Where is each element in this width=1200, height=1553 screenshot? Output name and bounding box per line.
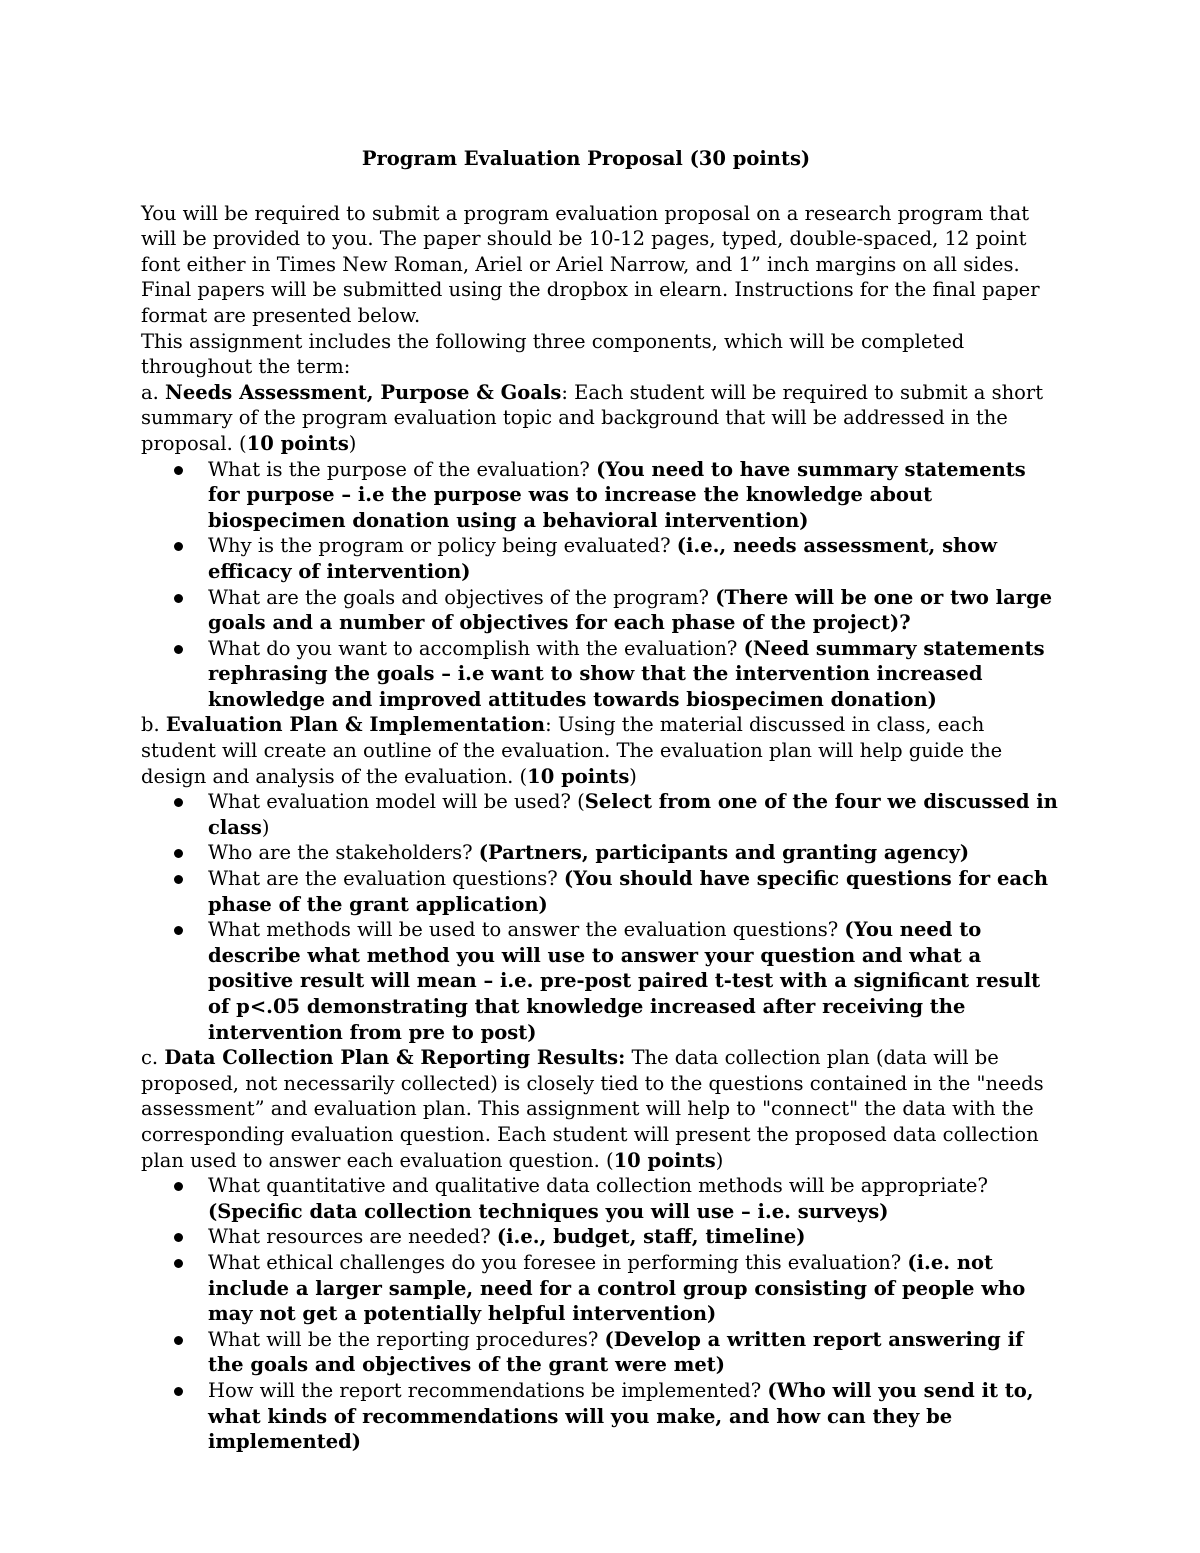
- bullet-icon: [174, 1182, 183, 1191]
- section-a-heading: Needs Assessment, Purpose & Goals: [165, 380, 562, 404]
- list-item: [208, 585, 1061, 636]
- list-item: [208, 1250, 1061, 1327]
- intro-paragraph: You will be required to submit a program evaluation proposal on a research program that will be provided to you. The paper should be 10-12 pages, typed, double-spaced, 12 point font either in Times New Roman, Ariel or Ariel Narrow, and 1” inch margins on all sides. Final papers will be submitted using the dropbox in elearn. Instructions for the final paper format are presented below.: [141, 201, 1040, 327]
- list-item: [208, 1173, 1061, 1224]
- bullet-question: What are the goals and objectives of the program?: [208, 585, 716, 609]
- bullet-question: Who are the stakeholders?: [208, 841, 479, 865]
- list-item: [208, 457, 1061, 534]
- bullet-note: (i.e., needs assessment, show efficacy of intervention): [208, 534, 998, 583]
- bullet-note: (You should have specific questions for each phase of the grant application): [208, 867, 1049, 916]
- bullet-question: Why is the program or policy being evaluated?: [208, 534, 677, 558]
- bullet-question: What quantitative and qualitative data collection methods will be appropriate?: [208, 1174, 988, 1198]
- section-b-close: ): [629, 764, 637, 788]
- list-item: [208, 533, 1061, 584]
- bullet-icon: [174, 849, 183, 858]
- bullet-note: (Need summary statements rephrasing the goals – i.e want to show that the intervention increased knowledge and improved attitudes towards biospecimen donation): [208, 636, 1045, 711]
- section-b-letter: b.: [141, 713, 160, 737]
- bullet-note: (Who will you send it to, what kinds of recommendations will you make, and how can they be implemented): [208, 1378, 1034, 1454]
- bullet-question: What evaluation model will be used? (: [208, 790, 585, 814]
- bullet-icon: [174, 875, 183, 884]
- bullet-question: What ethical challenges do you foresee in performing this evaluation?: [208, 1250, 908, 1274]
- section-b-list: [141, 789, 1061, 1045]
- bullet-question: What methods will be used to answer the evaluation questions?: [208, 918, 845, 942]
- bullet-tail: ): [261, 815, 270, 839]
- section-c-heading: Data Collection Plan & Reporting Results:: [164, 1046, 626, 1070]
- bullet-icon: [174, 1233, 183, 1242]
- bullet-icon: [174, 798, 183, 807]
- list-item: [208, 636, 1061, 713]
- document-title: Program Evaluation Proposal (30 points): [361, 147, 811, 170]
- bullet-question: What do you want to accomplish with the evaluation?: [208, 636, 744, 660]
- bullet-note: (You need to have summary statements for purpose – i.e the purpose was to increase the knowledge about biospecimen donation using a behavioral intervention): [208, 457, 1026, 532]
- section-a-text: Each student will be required to submit a short summary of the program evaluation topic and background that will be addressed in the proposal. (: [141, 380, 1044, 455]
- document-page: [141, 146, 1061, 1455]
- bullet-icon: [174, 594, 183, 603]
- bullet-note: (There will be one or two large goals and a number of objectives for each phase of the project)?: [208, 585, 1053, 635]
- section-c-close: ): [715, 1148, 724, 1172]
- section-c-paragraph: [141, 1045, 1061, 1173]
- bullet-question: What will be the reporting procedures?: [208, 1327, 605, 1351]
- section-a-separator: :: [561, 380, 568, 404]
- bullet-note: (You need to describe what method you will use to answer your question and what a positive result will mean – i.e. pre-post paired t-test with a significant result of p<.05 demonstrating that knowledge increased after receiving the intervention from pre to post): [208, 918, 1041, 1044]
- list-item: [208, 866, 1061, 917]
- bullet-icon: [174, 1259, 183, 1268]
- section-b-separator: :: [545, 713, 552, 737]
- list-item: [208, 1327, 1061, 1378]
- bullet-question: How will the report recommendations be implemented?: [208, 1378, 768, 1402]
- components-intro: This assignment includes the following three components, which will be completed throughout the term:: [141, 329, 965, 379]
- bullet-note: (Develop a written report answering if the goals and objectives of the grant were met): [208, 1327, 1024, 1377]
- section-a-close: ): [348, 431, 357, 455]
- bullet-note: Select from one of the four we discussed in class: [208, 790, 1058, 839]
- bullet-icon: [174, 1387, 183, 1396]
- bullet-question: What resources are needed?: [208, 1225, 497, 1249]
- section-a-letter: a.: [141, 380, 159, 404]
- bullet-icon: [174, 1336, 183, 1345]
- section-b-text: Using the material discussed in class, each student will create an outline of the evaluation. The evaluation plan will help guide the design and analysis of the evaluation. (: [141, 713, 1003, 788]
- bullet-icon: [174, 542, 183, 551]
- list-item: [208, 1378, 1061, 1455]
- section-b-points: 10 points: [527, 764, 630, 788]
- section-a-list: [141, 457, 1061, 713]
- section-c-text: The data collection plan (data will be proposed, not necessarily collected) is closely tied to the questions contained in the "needs assessment” and evaluation plan. This assignment will help to "connect" the data with the corresponding evaluation question. Each student will present the proposed data collection plan used to answer each evaluation question. (: [141, 1046, 1044, 1172]
- bullet-note: (Partners, participants and granting agency): [478, 841, 970, 865]
- list-item: [208, 1224, 1061, 1250]
- list-item: [208, 840, 1061, 866]
- section-c-list: [141, 1173, 1061, 1455]
- section-b-heading: Evaluation Plan & Implementation: [165, 713, 546, 737]
- section-a-points: 10 points: [246, 431, 349, 455]
- bullet-note: (i.e. not include a larger sample, need for a control group consisting of people who may not get a potentially helpful intervention): [208, 1250, 1026, 1326]
- bullet-note: (Specific data collection techniques you will use – i.e. surveys): [208, 1199, 889, 1223]
- section-c-points: 10 points: [613, 1148, 716, 1172]
- bullet-question: What are the evaluation questions?: [208, 867, 564, 891]
- section-b-paragraph: [141, 712, 1061, 789]
- list-item: [208, 789, 1061, 840]
- bullet-note: (i.e., budget, staff, timeline): [496, 1225, 806, 1249]
- bullet-icon: [174, 645, 183, 654]
- bullet-question: What is the purpose of the evaluation?: [208, 457, 597, 481]
- bullet-icon: [174, 926, 183, 935]
- section-a-paragraph: [141, 380, 1061, 457]
- list-item: [208, 917, 1061, 1045]
- bullet-icon: [174, 466, 183, 475]
- section-c-letter: c.: [141, 1046, 159, 1070]
